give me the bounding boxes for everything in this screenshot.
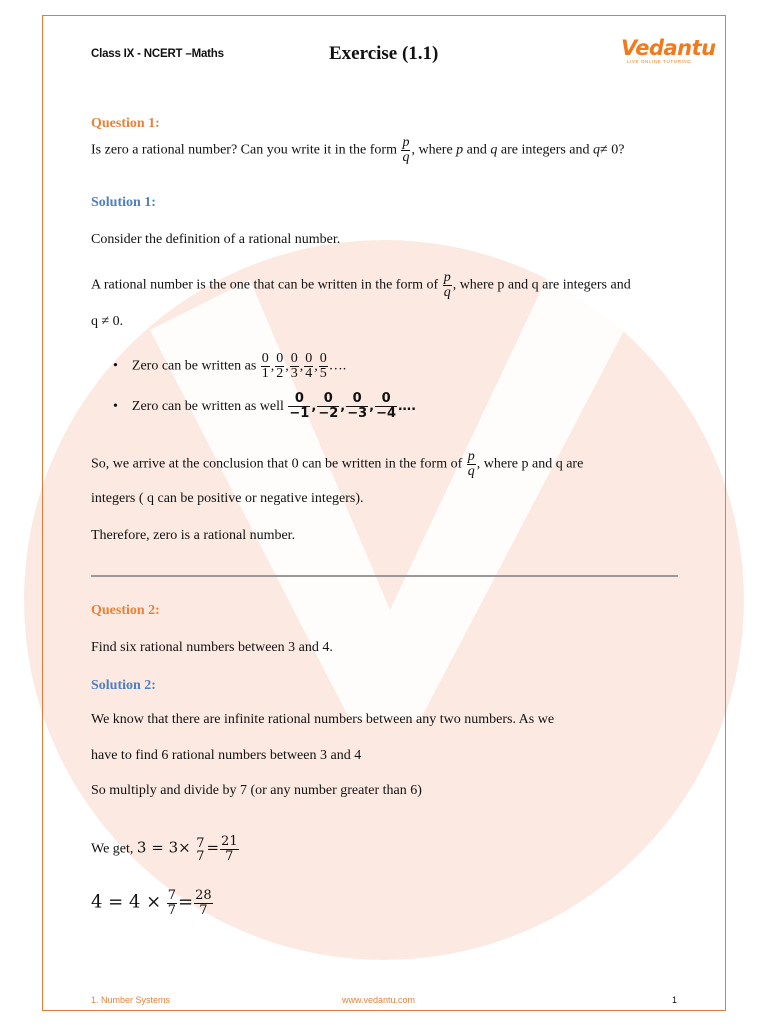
b1-fraction: $\frac{0}{5}$ — [319, 351, 327, 381]
b1-fraction: $\frac{0}{3}$ — [290, 351, 298, 381]
bullet-2: • Zero can be written as well $\frac{0}{-1}$ , $\frac{0}{-2}$ , $\frac{0}{-3}$ , $\frac{0}{-4}$ …. — [113, 391, 417, 421]
bullet-dot: • — [113, 358, 118, 374]
footer-chapter: 1. Number Systems — [91, 995, 171, 1005]
sol1-line-1: Consider the definition of a rational number. — [91, 232, 341, 247]
b2-fraction: $\frac{0}{-1}$ — [289, 391, 310, 421]
footer-website-link[interactable]: www.vedantu.com — [342, 995, 416, 1005]
logo-tagline: LIVE ONLINE TUTORING — [627, 59, 692, 64]
sol1-line-4: So, we arrive at the conclusion that 0 can be written in the form of $\frac{p}{q}$ , where p and q are — [91, 449, 584, 479]
eq1-label: We get, — [91, 841, 134, 857]
sol1-fraction: $\frac{p}{q}$ — [443, 270, 451, 300]
class-label: Class IX - NCERT –Maths — [91, 48, 224, 60]
sol2-line-1: We know that there are infinite rational numbers between any two numbers. As we — [91, 712, 555, 727]
footer-page-number: 1 — [672, 995, 678, 1005]
b1-fraction: $\frac{0}{1}$ — [261, 351, 269, 381]
b2-fraction: $\frac{0}{-4}$ — [376, 391, 397, 421]
sol1-fraction-2: $\frac{p}{q}$ — [467, 449, 475, 479]
question-2-heading: Question 2: — [91, 603, 160, 618]
b1-fraction: $\frac{0}{2}$ — [276, 351, 284, 381]
sol2-line-2: have to find 6 rational numbers between 3 and 4 — [91, 748, 362, 763]
b2-fraction: $\frac{0}{-3}$ — [347, 391, 368, 421]
b1-fraction: $\frac{0}{4}$ — [305, 351, 313, 381]
page-title: Exercise (1.1) — [329, 43, 439, 64]
sol1-line-3: q ≠ 0. — [91, 314, 124, 329]
bullet-dot: • — [113, 399, 118, 414]
q1-fraction: $\frac{p}{q}$ — [402, 135, 410, 165]
question-1-text: Is zero a rational number? Can you write it in the form $\frac{p}{q}$ , where p and q are integers and q≠ 0? — [91, 135, 625, 165]
sol1-line-5: integers ( q can be positive or negative integers). — [91, 491, 364, 506]
logo-brand: Vedantu — [621, 36, 716, 60]
question-2-text: Find six rational numbers between 3 and 4. — [91, 640, 333, 655]
sol1-line-6: Therefore, zero is a rational number. — [91, 528, 296, 543]
q1-text-a: Is zero a rational number? Can you write it in the form — [91, 142, 401, 158]
b2-fraction: $\frac{0}{-2}$ — [318, 391, 339, 421]
equation-1: We get, 3 = 3× 7 7 = $\frac{21}{7}$ — [91, 834, 238, 864]
question-1-heading: Question 1: — [91, 116, 160, 131]
sol2-line-3: So multiply and divide by 7 (or any number greater than 6) — [91, 783, 422, 798]
equation-2: 4 = 4 × $\frac{7}{7}$ = $\frac{28}{7}$ — [91, 888, 212, 918]
eq1-fraction-2: $\frac{21}{7}$ — [221, 834, 238, 864]
bullet-1: • Zero can be written as $\frac{0}{1}$ , $\frac{0}{2}$ , $\frac{0}{3}$ , $\frac{0}{4}$ , $\frac{0}{5}$ …. — [113, 351, 347, 381]
eq1-fraction-1: 7 7 — [196, 835, 205, 864]
solution-2-heading: Solution 2: — [91, 678, 156, 693]
eq2-fraction-2: $\frac{28}{7}$ — [195, 888, 212, 918]
vedantu-logo — [621, 36, 716, 71]
eq2-fraction-1: $\frac{7}{7}$ — [167, 888, 177, 918]
section-divider — [91, 575, 678, 577]
solution-1-heading: Solution 1: — [91, 195, 156, 210]
sol1-line-2: A rational number is the one that can be written in the form of $\frac{p}{q}$ , where p and q are integers and — [91, 270, 631, 300]
